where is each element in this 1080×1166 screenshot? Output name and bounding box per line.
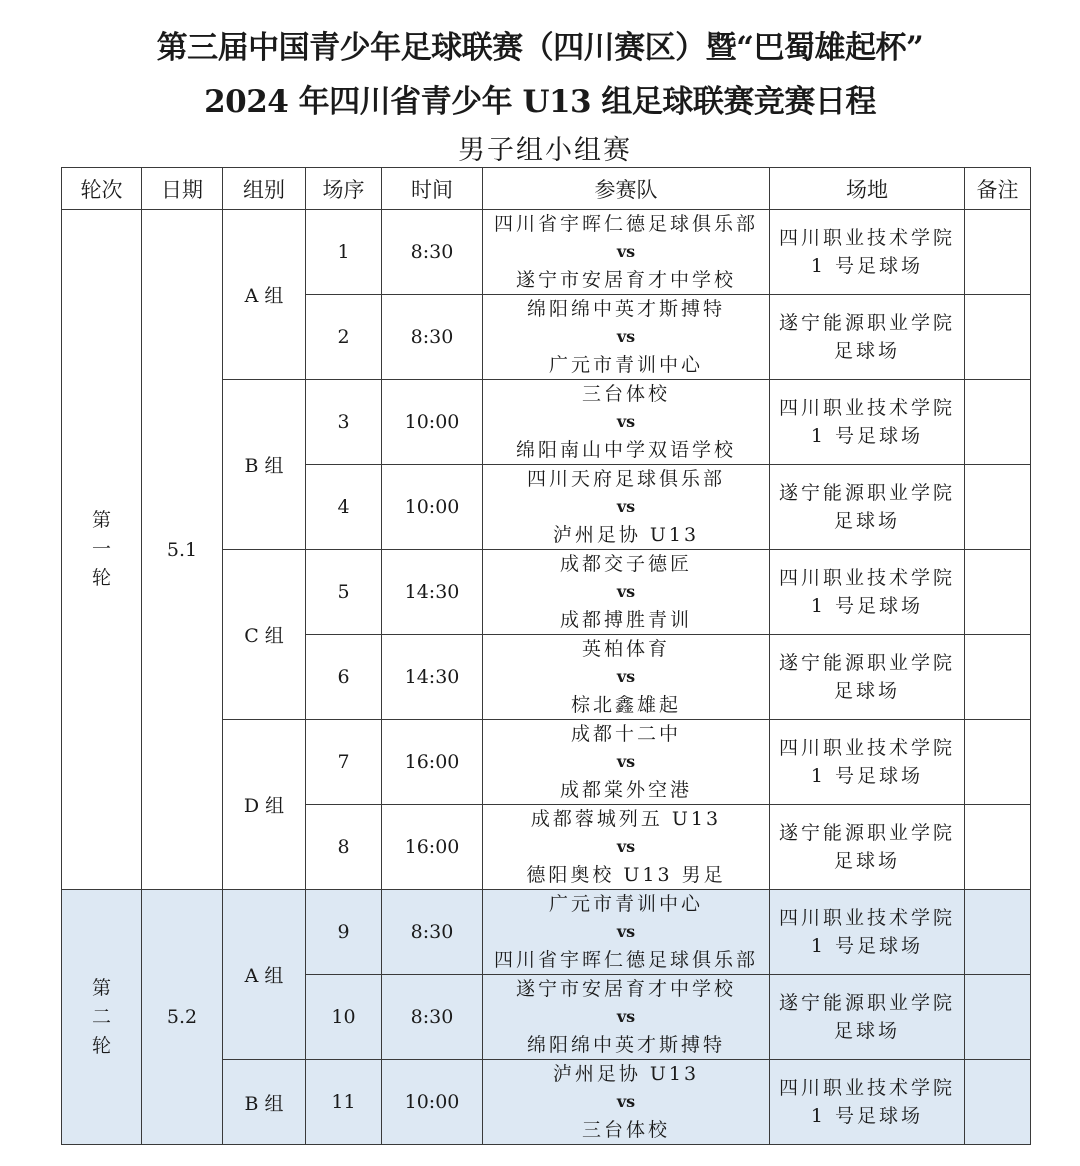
- home-team: 广元市青训中心: [548, 893, 703, 915]
- venue-line1: 四川职业技术学院: [778, 1077, 955, 1099]
- vs-label: vs: [616, 752, 636, 771]
- venue-line1: 四川职业技术学院: [778, 227, 955, 249]
- home-team: 绵阳绵中英才斯搏特: [526, 298, 725, 320]
- match-no-cell: 8: [306, 805, 382, 890]
- venue-line2: 1 号足球场: [810, 255, 924, 277]
- teams-cell: [483, 635, 770, 720]
- venue-cell: [770, 890, 965, 975]
- away-team: 成都棠外空港: [559, 779, 692, 801]
- note-cell: [965, 210, 1031, 295]
- col-header-note: 备注: [965, 168, 1031, 210]
- time-cell: 14:30: [382, 550, 483, 635]
- col-header-round: 轮次: [62, 168, 142, 210]
- round-char: 第: [92, 509, 112, 531]
- note-cell: [965, 380, 1031, 465]
- venue-line1: 遂宁能源职业学院: [778, 652, 955, 674]
- teams-cell: [483, 550, 770, 635]
- venue-cell: [770, 635, 965, 720]
- teams-cell: [483, 380, 770, 465]
- home-team: 泸州足协 U13: [552, 1063, 700, 1085]
- home-team: 英柏体育: [581, 638, 670, 660]
- home-team: 四川天府足球俱乐部: [526, 468, 725, 490]
- group-cell: D 组: [223, 720, 306, 890]
- match-no-cell: 7: [306, 720, 382, 805]
- venue-cell: [770, 210, 965, 295]
- away-team: 泸州足协 U13: [552, 524, 700, 546]
- time-cell: 8:30: [382, 210, 483, 295]
- venue-line1: 遂宁能源职业学院: [778, 992, 955, 1014]
- match-no-cell: 10: [306, 975, 382, 1060]
- round-char: 轮: [92, 1034, 112, 1057]
- venue-line1: 四川职业技术学院: [778, 567, 955, 589]
- group-cell: B 组: [223, 1060, 306, 1145]
- col-header-match-no: 场序: [306, 168, 382, 210]
- match-no-cell: 5: [306, 550, 382, 635]
- vs-label: vs: [616, 1007, 636, 1026]
- col-header-date: 日期: [142, 168, 223, 210]
- schedule-table: [61, 167, 1031, 1145]
- venue-line1: 四川职业技术学院: [778, 907, 955, 929]
- note-cell: [965, 295, 1031, 380]
- match-no-cell: 3: [306, 380, 382, 465]
- match-no-cell: 6: [306, 635, 382, 720]
- teams-cell: [483, 805, 770, 890]
- note-cell: [965, 805, 1031, 890]
- note-cell: [965, 635, 1031, 720]
- date-cell: 5.2: [142, 890, 223, 1145]
- table-row: [62, 210, 1031, 295]
- home-team: 三台体校: [581, 383, 670, 405]
- venue-cell: [770, 805, 965, 890]
- round-char: 二: [92, 1005, 112, 1028]
- away-team: 广元市青训中心: [548, 354, 703, 376]
- home-team: 遂宁市安居育才中学校: [515, 978, 736, 1000]
- vs-label: vs: [616, 497, 636, 516]
- time-cell: 8:30: [382, 975, 483, 1060]
- venue-line1: 遂宁能源职业学院: [778, 822, 955, 844]
- venue-line2: 足球场: [833, 1020, 900, 1042]
- teams-cell: [483, 465, 770, 550]
- document-subtitle: 男子组小组赛: [458, 135, 632, 166]
- venue-cell: [770, 380, 965, 465]
- note-cell: [965, 720, 1031, 805]
- away-team: 德阳奥校 U13 男足: [526, 864, 726, 886]
- col-header-venue: 场地: [770, 168, 965, 210]
- teams-cell: [483, 1060, 770, 1145]
- group-cell: A 组: [223, 890, 306, 1060]
- time-cell: 10:00: [382, 465, 483, 550]
- venue-cell: [770, 1060, 965, 1145]
- time-cell: 8:30: [382, 890, 483, 975]
- away-team: 四川省宇晖仁德足球俱乐部: [493, 949, 758, 971]
- group-cell: C 组: [223, 550, 306, 720]
- time-cell: 16:00: [382, 720, 483, 805]
- header-row: [62, 168, 1031, 210]
- vs-label: vs: [616, 1092, 636, 1111]
- away-team: 绵阳南山中学双语学校: [515, 439, 736, 461]
- venue-line1: 遂宁能源职业学院: [778, 482, 955, 504]
- col-header-time: 时间: [382, 168, 483, 210]
- vs-label: vs: [616, 327, 636, 346]
- venue-cell: [770, 720, 965, 805]
- note-cell: [965, 890, 1031, 975]
- col-header-teams: 参赛队: [483, 168, 770, 210]
- note-cell: [965, 550, 1031, 635]
- round-char: 第: [92, 976, 112, 999]
- venue-line2: 1 号足球场: [810, 935, 924, 957]
- note-cell: [965, 975, 1031, 1060]
- venue-cell: [770, 295, 965, 380]
- note-cell: [965, 465, 1031, 550]
- venue-line2: 1 号足球场: [810, 595, 924, 617]
- document-title-line1: 第三届中国青少年足球联赛（四川赛区）暨“巴蜀雄起杯”: [156, 30, 924, 66]
- time-cell: 8:30: [382, 295, 483, 380]
- vs-label: vs: [616, 667, 636, 686]
- away-team: 棕北鑫雄起: [570, 694, 681, 716]
- home-team: 成都十二中: [570, 723, 681, 745]
- match-no-cell: 1: [306, 210, 382, 295]
- away-team: 成都搏胜青训: [559, 609, 692, 631]
- venue-cell: [770, 465, 965, 550]
- group-cell: B 组: [223, 380, 306, 550]
- teams-cell: [483, 975, 770, 1060]
- round-cell: [62, 210, 142, 890]
- teams-cell: [483, 210, 770, 295]
- venue-line2: 足球场: [833, 340, 900, 362]
- document-title-line2: 2024 年四川省青少年 U13 组足球联赛竞赛日程: [204, 84, 876, 120]
- venue-cell: [770, 975, 965, 1060]
- teams-cell: [483, 720, 770, 805]
- match-no-cell: 9: [306, 890, 382, 975]
- venue-line2: 足球场: [833, 510, 900, 532]
- home-team: 四川省宇晖仁德足球俱乐部: [493, 213, 758, 235]
- time-cell: 10:00: [382, 380, 483, 465]
- venue-line2: 1 号足球场: [810, 1105, 924, 1127]
- home-team: 成都蓉城列五 U13: [530, 808, 722, 830]
- venue-line2: 足球场: [833, 680, 900, 702]
- round-1-section: [62, 210, 1031, 890]
- match-no-cell: 4: [306, 465, 382, 550]
- round-char: 轮: [92, 567, 112, 589]
- venue-line2: 1 号足球场: [810, 765, 924, 787]
- vs-label: vs: [616, 412, 636, 431]
- vs-label: vs: [616, 922, 636, 941]
- venue-line1: 四川职业技术学院: [778, 737, 955, 759]
- teams-cell: [483, 295, 770, 380]
- time-cell: 10:00: [382, 1060, 483, 1145]
- round-2-section: [62, 890, 1031, 1145]
- round-char: 一: [92, 538, 112, 560]
- away-team: 三台体校: [581, 1119, 670, 1141]
- date-cell: 5.1: [142, 210, 223, 890]
- teams-cell: [483, 890, 770, 975]
- time-cell: 16:00: [382, 805, 483, 890]
- table-row: [62, 890, 1031, 975]
- group-cell: A 组: [223, 210, 306, 380]
- round-cell: [62, 890, 142, 1145]
- match-no-cell: 11: [306, 1060, 382, 1145]
- home-team: 成都交子德匠: [559, 553, 692, 575]
- note-cell: [965, 1060, 1031, 1145]
- col-header-group: 组别: [223, 168, 306, 210]
- venue-line2: 足球场: [833, 850, 900, 872]
- away-team: 遂宁市安居育才中学校: [515, 269, 736, 291]
- time-cell: 14:30: [382, 635, 483, 720]
- vs-label: vs: [616, 242, 636, 261]
- venue-line2: 1 号足球场: [810, 425, 924, 447]
- venue-cell: [770, 550, 965, 635]
- away-team: 绵阳绵中英才斯搏特: [526, 1034, 725, 1056]
- venue-line1: 四川职业技术学院: [778, 397, 955, 419]
- vs-label: vs: [616, 837, 636, 856]
- venue-line1: 遂宁能源职业学院: [778, 312, 955, 334]
- vs-label: vs: [616, 582, 636, 601]
- match-no-cell: 2: [306, 295, 382, 380]
